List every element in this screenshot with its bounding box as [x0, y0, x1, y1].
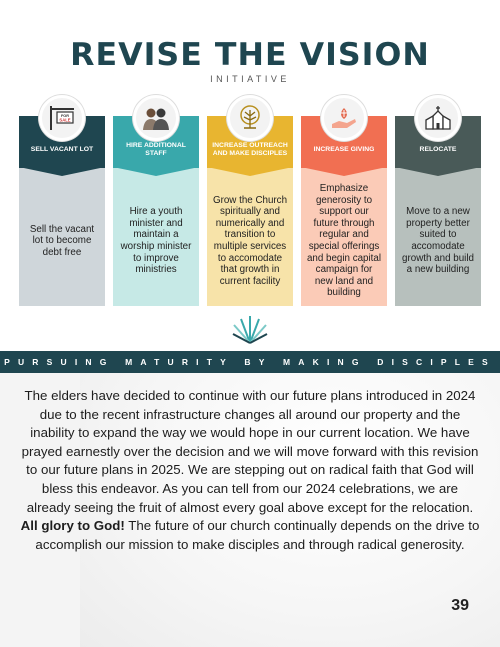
column-relocate	[395, 95, 481, 310]
emphasis-text: All glory to God!	[20, 518, 125, 534]
initiative-columns	[19, 95, 481, 310]
band-arrow	[113, 167, 199, 176]
church-icon	[415, 95, 461, 141]
column-label: SELL VACANT LOT	[19, 116, 105, 168]
body-paragraph: The elders have decided to continue with our future plans introduced in 2024 due to the recent infrastructure changes all around our property and the inability to expand the way we would hope in our current location. We have prayed earnestly over the decision and we will move forward with this revision to our future plans in 2025. We are stepping out on radical faith that God will bless this endeavor. As you can tell from our 2024 celebrations, we are already seeing the fruit of almost every goal above except for the relocation. All glory to God! The future of our church continually depends on the drive to accomplish our mission to make disciples and through radical generosity.	[20, 388, 480, 552]
tree-icon	[227, 95, 273, 141]
column-label: INCREASE OUTREACH AND MAKE DISCIPLES	[207, 116, 293, 168]
column-label: RELOCATE	[395, 116, 481, 168]
header	[0, 38, 500, 84]
column-text: Sell the vacant lot to become debt free	[19, 168, 105, 306]
column-increase-outreach	[207, 95, 293, 310]
column-label: INCREASE GIVING	[301, 116, 387, 168]
sign-text-sale: SALE	[59, 117, 71, 123]
giving-hand-icon	[321, 95, 367, 141]
page-subtitle: INITIATIVE	[210, 74, 290, 84]
column-increase-giving	[301, 95, 387, 310]
page-number: 39	[451, 597, 469, 614]
for-sale-sign-icon	[39, 95, 85, 141]
column-text: Emphasize generosity to support our future through regular and special offerings and begin capital campaign for new land and building	[301, 168, 387, 306]
body-section	[0, 373, 500, 647]
church-logo-icon	[232, 312, 268, 344]
band-arrow	[301, 167, 387, 176]
sign-text-for: FOR	[60, 114, 70, 118]
column-hire-staff	[113, 95, 199, 310]
people-icon	[133, 95, 179, 141]
band-arrow	[207, 167, 293, 176]
column-text: Hire a youth minister and maintain a worship minister to improve ministries	[113, 168, 199, 306]
page-title: REVISE THE VISION	[70, 37, 430, 73]
band-arrow	[19, 167, 105, 176]
tagline-strip: PURSUING MATURITY BY MAKING DISCIPLES	[0, 351, 500, 373]
column-sell-vacant-lot	[19, 95, 105, 310]
column-label: HIRE ADDITIONAL STAFF	[113, 116, 199, 168]
band-arrow	[395, 167, 481, 176]
column-text: Grow the Church spiritually and numerically and transition to multiple services to accomodate that growth in current facility	[207, 168, 293, 306]
column-text: Move to a new property better suited to accomodate growth and build a new building	[395, 168, 481, 306]
